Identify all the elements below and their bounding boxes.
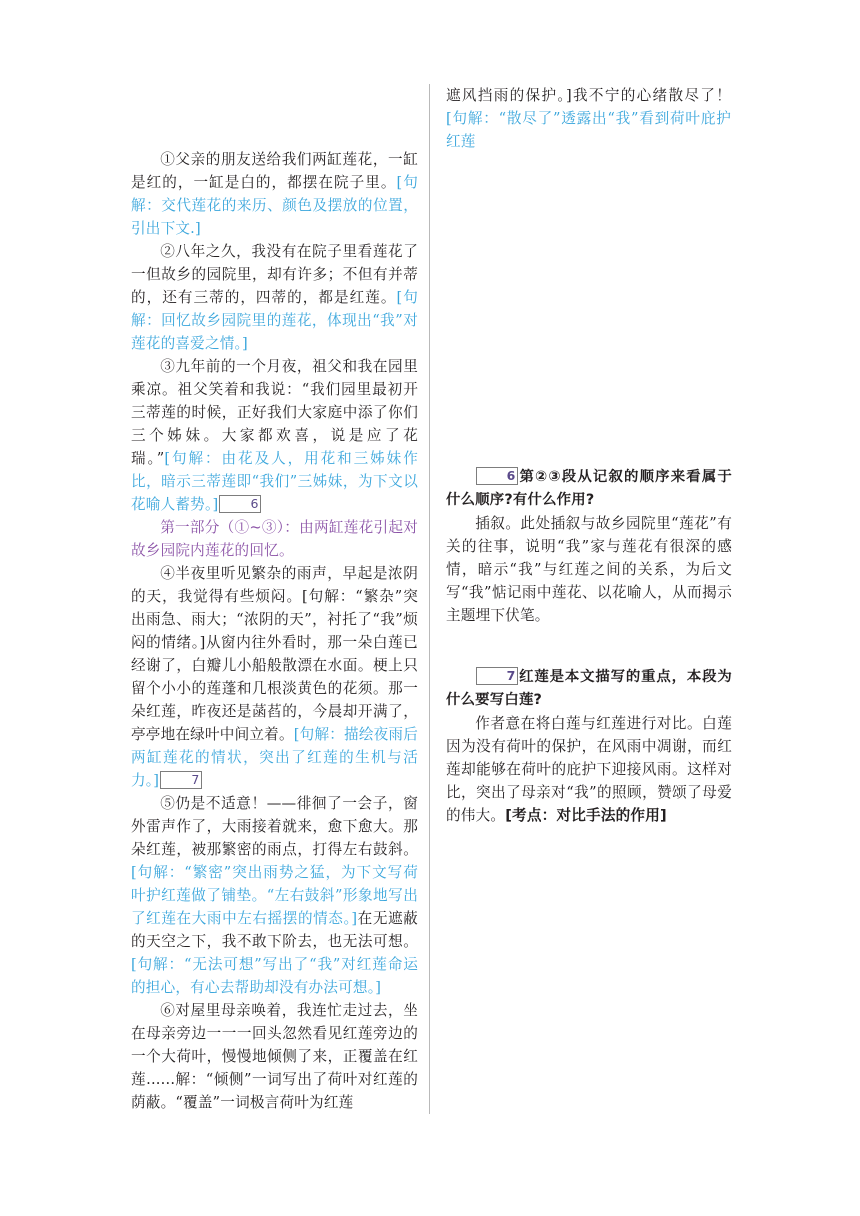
question-6-title-text: 第②③段从记叙的顺序来看属于什么顺序?有什么作用? <box>446 469 732 508</box>
question-7-tag: [考点：对比手法的作用] <box>505 807 667 824</box>
paragraph-4-text-1: ④半夜里听见繁杂的雨声，早起是浓阴的天，我觉得有些烦闷。 <box>131 565 418 605</box>
paragraph-5 <box>131 792 418 999</box>
question-marker-7[interactable]: 7 <box>160 771 201 789</box>
paragraph-2-text: ②八年之久，我没有在院子里看莲花了一但故乡的园院里，却有许多；不但有并蒂的，还有三蒂的，四蒂的，都是红莲。 <box>131 243 418 306</box>
paragraph-3-note: [句解：由花及人，用花和三姊妹作比，暗示三蒂莲即“我们”三姊妹，为下文以花喻人蓄势。] <box>131 450 418 513</box>
paragraph-4-note-1: [句解：“繁杂”突出雨急、雨大；“浓阴的天”，衬托了“我”烦闷的情绪。] <box>131 588 419 651</box>
question-7-marker[interactable]: 7 <box>476 667 518 685</box>
continuation-text: 遮风挡雨的保护。]我不宁的心绪散尽了！ <box>446 87 731 104</box>
paragraph-2 <box>131 240 418 355</box>
question-7-answer <box>446 712 732 827</box>
paragraph-5-text-1: ⑤仍是不适意！——徘徊了一会子，窗外雷声作了，大雨接着就来，愈下愈大。那朵红莲，被那繁密的雨点，打得左右鼓斜。 <box>131 795 418 858</box>
right-column-continuation <box>446 84 731 153</box>
question-7-title <box>446 666 732 712</box>
question-6-block <box>446 466 732 627</box>
paragraph-4-text-2: 从窗内往外看时，那一朵白莲已经谢了，白瓣儿小船般散漂在水面。梗上只留个小小的莲蓬和几根淡黄色的花须。那一朵红莲，昨夜还是菡萏的，今晨却开满了，亭亭地在绿叶中间立着。 <box>131 634 418 743</box>
continuation-note: [句解：“散尽了”透露出“我”看到荷叶庇护红莲 <box>446 110 731 150</box>
paragraph-3 <box>131 355 418 516</box>
part-one-summary: 第一部分（①~③）：由两缸莲花引起对故乡园院内莲花的回忆。 <box>131 519 418 559</box>
paragraph-1-text: ①父亲的朋友送给我们两缸莲花，一缸是红的，一缸是白的，都摆在院子里。 <box>131 151 418 191</box>
question-6-marker[interactable]: 6 <box>476 467 518 485</box>
paragraph-1-note: [句解：交代莲花的来历、颜色及摆放的位置，引出下文.] <box>131 174 419 237</box>
question-marker-6[interactable]: 6 <box>219 495 260 513</box>
paragraph-2-note: [句解：回忆故乡园院里的莲花，体现出“我”对莲花的喜爱之情。] <box>131 289 419 352</box>
paragraph-1 <box>131 148 418 240</box>
paragraph-3-text: ③九年前的一个月夜，祖父和我在园里乘凉。祖父笑着和我说：“我们园里最初开三蒂莲的时候，正好我们大家庭中添了你们三个姊妹。大家都欢喜，说是应了花瑞。” <box>131 358 418 467</box>
paragraph-5-note-1: [句解：“繁密”突出雨势之猛，为下文写荷叶护红莲做了铺垫。“左右鼓斜”形象地写出了红莲在大雨中左右摇摆的情态。] <box>131 864 418 927</box>
question-7-answer-text: 作者意在将白莲与红莲进行对比。白莲因为没有荷叶的保护，在风雨中凋谢，而红莲却能够在荷叶的庇护下迎接风雨。这样对比，突出了母亲对“我”的照顾，赞颂了母爱的伟大。 <box>446 715 732 824</box>
question-7-title-text: 红莲是本文描写的重点，本段为什么要写白莲? <box>446 669 732 708</box>
paragraph-5-text-2: 在无遮蔽的天空之下，我不敢下阶去，也无法可想。 <box>131 910 418 950</box>
paragraph-6-continued <box>446 84 731 153</box>
question-6-answer: 插叙。此处插叙与故乡园院里“莲花”有关的往事，说明“我”家与莲花有很深的感情，暗示“我”与红莲之间的关系，为后文写“我”惦记雨中莲花、以花喻人，从而揭示主题埋下伏笔。 <box>446 515 732 624</box>
question-7-block <box>446 666 732 827</box>
column-divider <box>429 84 430 1114</box>
paragraph-4-note-2: [句解：描绘夜雨后两缸莲花的情状，突出了红莲的生机与活力。] <box>131 726 419 789</box>
paragraph-6: ⑥对屋里母亲唤着，我连忙走过去，坐在母亲旁边一一一回头忽然看见红莲旁边的一个大荷叶，慢慢地倾侧了来，正覆盖在红莲......解：“倾侧”一词写出了荷叶对红莲的荫蔽。“覆盖”一词极言荷叶为红莲 <box>131 1002 418 1111</box>
left-column <box>131 148 418 1114</box>
paragraph-5-note-2: [句解：“无法可想”写出了“我”对红莲命运的担心，有心去帮助却没有办法可想。] <box>131 956 418 996</box>
paragraph-4 <box>131 562 418 792</box>
question-6-title <box>446 466 732 512</box>
